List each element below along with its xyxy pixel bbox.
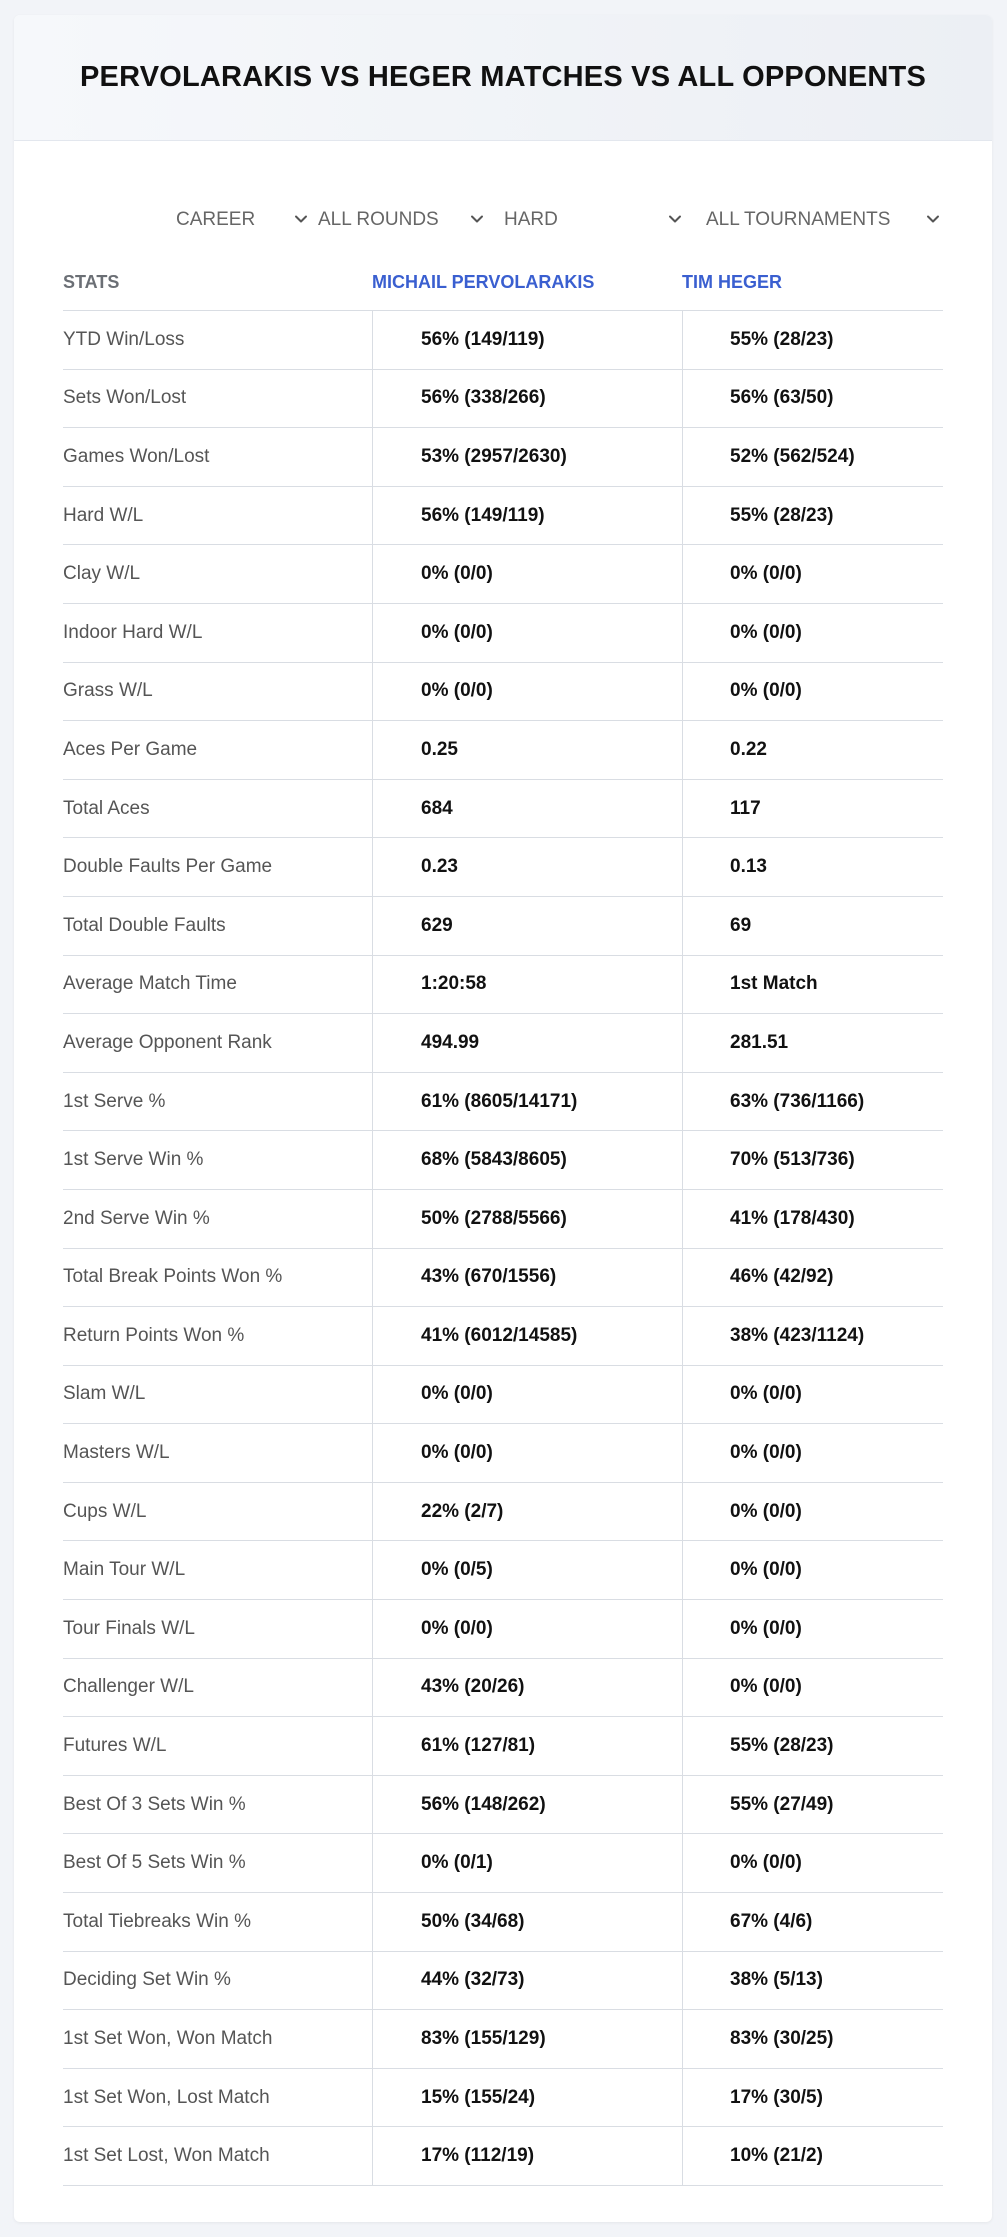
player1-value: 22% (2/7) bbox=[372, 1483, 682, 1541]
player2-value: 117 bbox=[682, 780, 943, 838]
stat-label: Total Tiebreaks Win % bbox=[63, 1910, 251, 1932]
player2-value: 67% (4/6) bbox=[682, 1893, 943, 1951]
table-row bbox=[63, 1541, 943, 1600]
stat-label: 1st Set Won, Won Match bbox=[63, 2028, 273, 2050]
table-row bbox=[63, 1600, 943, 1659]
player2-value: 17% (30/5) bbox=[682, 2069, 943, 2127]
table-row bbox=[63, 1776, 943, 1835]
table-row bbox=[63, 1073, 943, 1132]
stat-label: Cups W/L bbox=[63, 1500, 147, 1522]
chevron-down-icon bbox=[292, 210, 310, 228]
player1-value: 68% (5843/8605) bbox=[372, 1131, 682, 1189]
table-row bbox=[63, 663, 943, 722]
surface-select-value: HARD bbox=[504, 209, 558, 230]
player1-value: 494.99 bbox=[372, 1014, 682, 1072]
player1-value: 56% (149/119) bbox=[372, 487, 682, 545]
player2-value: 0% (0/0) bbox=[682, 1600, 943, 1658]
player2-value: 56% (63/50) bbox=[682, 370, 943, 428]
round-select[interactable] bbox=[318, 195, 498, 245]
player2-value: 55% (27/49) bbox=[682, 1776, 943, 1834]
stat-label: Games Won/Lost bbox=[63, 445, 210, 467]
table-row bbox=[63, 1659, 943, 1718]
player2-value: 70% (513/736) bbox=[682, 1131, 943, 1189]
table-row bbox=[63, 897, 943, 956]
player2-value: 0% (0/0) bbox=[682, 1659, 943, 1717]
chevron-down-icon bbox=[924, 210, 942, 228]
player2-value: 41% (178/430) bbox=[682, 1190, 943, 1248]
player1-value: 41% (6012/14585) bbox=[372, 1307, 682, 1365]
table-row bbox=[63, 2069, 943, 2128]
stat-label: Best Of 3 Sets Win % bbox=[63, 1793, 246, 1815]
period-select-value: CAREER bbox=[176, 209, 256, 230]
player1-value: 17% (112/19) bbox=[372, 2127, 682, 2185]
player2-value: 0% (0/0) bbox=[682, 663, 943, 721]
stat-label: Average Opponent Rank bbox=[63, 1031, 272, 1053]
stat-label: Tour Finals W/L bbox=[63, 1617, 195, 1639]
player2-value: 0% (0/0) bbox=[682, 545, 943, 603]
stat-label: 1st Set Won, Lost Match bbox=[63, 2086, 270, 2108]
table-row bbox=[63, 956, 943, 1015]
table-row bbox=[63, 370, 943, 429]
player1-value: 0% (0/0) bbox=[372, 663, 682, 721]
player2-value: 0% (0/0) bbox=[682, 1366, 943, 1424]
stats-column-header: STATS bbox=[63, 271, 120, 292]
player1-value: 43% (20/26) bbox=[372, 1659, 682, 1717]
player2-value: 0.13 bbox=[682, 838, 943, 896]
stat-label: Indoor Hard W/L bbox=[63, 621, 203, 643]
player1-value: 0% (0/0) bbox=[372, 1366, 682, 1424]
player1-value: 56% (148/262) bbox=[372, 1776, 682, 1834]
player1-value: 56% (338/266) bbox=[372, 370, 682, 428]
player2-value: 55% (28/23) bbox=[682, 1717, 943, 1775]
chevron-down-icon bbox=[468, 210, 486, 228]
player2-value: 0% (0/0) bbox=[682, 1541, 943, 1599]
player1-value: 629 bbox=[372, 897, 682, 955]
table-row bbox=[63, 1307, 943, 1366]
player1-value: 0% (0/1) bbox=[372, 1834, 682, 1892]
table-row bbox=[63, 838, 943, 897]
player2-value: 55% (28/23) bbox=[682, 487, 943, 545]
round-select-value: ALL ROUNDS bbox=[318, 209, 439, 230]
player1-value: 0% (0/0) bbox=[372, 545, 682, 603]
player1-column-header[interactable]: MICHAIL PERVOLARAKIS bbox=[372, 271, 595, 292]
surface-select[interactable] bbox=[504, 195, 694, 245]
card-header bbox=[14, 15, 992, 141]
player2-value: 1st Match bbox=[682, 956, 943, 1014]
player2-value: 55% (28/23) bbox=[682, 311, 943, 369]
player2-value: 10% (21/2) bbox=[682, 2127, 943, 2185]
player1-value: 0% (0/0) bbox=[372, 1424, 682, 1482]
player1-value: 684 bbox=[372, 780, 682, 838]
stat-label: Double Faults Per Game bbox=[63, 856, 273, 878]
stat-label: Slam W/L bbox=[63, 1383, 146, 1405]
stat-label: 1st Set Lost, Won Match bbox=[63, 2145, 270, 2167]
stat-label: Clay W/L bbox=[63, 563, 141, 585]
player1-value: 50% (34/68) bbox=[372, 1893, 682, 1951]
player1-value: 1:20:58 bbox=[372, 956, 682, 1014]
player2-value: 63% (736/1166) bbox=[682, 1073, 943, 1131]
player1-value: 0% (0/5) bbox=[372, 1541, 682, 1599]
filter-bar bbox=[14, 195, 992, 245]
table-row bbox=[63, 311, 943, 370]
stat-label: Hard W/L bbox=[63, 504, 144, 526]
stat-label: Main Tour W/L bbox=[63, 1559, 186, 1581]
chevron-down-icon bbox=[666, 210, 684, 228]
table-row bbox=[63, 1424, 943, 1483]
table-row bbox=[63, 1190, 943, 1249]
table-row bbox=[63, 1834, 943, 1893]
player2-column-header[interactable]: TIM HEGER bbox=[682, 271, 783, 292]
player1-value: 0.23 bbox=[372, 838, 682, 896]
table-row bbox=[63, 1014, 943, 1073]
table-row bbox=[63, 1131, 943, 1190]
player1-value: 0% (0/0) bbox=[372, 1600, 682, 1658]
player1-value: 61% (127/81) bbox=[372, 1717, 682, 1775]
table-row bbox=[63, 1952, 943, 2011]
stat-label: 1st Serve % bbox=[63, 1090, 166, 1112]
player2-value: 69 bbox=[682, 897, 943, 955]
stat-label: Sets Won/Lost bbox=[63, 387, 187, 409]
stat-label: 2nd Serve Win % bbox=[63, 1207, 210, 1229]
player2-value: 281.51 bbox=[682, 1014, 943, 1072]
player1-value: 56% (149/119) bbox=[372, 311, 682, 369]
table-row bbox=[63, 721, 943, 780]
stat-label: Futures W/L bbox=[63, 1735, 167, 1757]
stat-label: Return Points Won % bbox=[63, 1324, 245, 1346]
table-row bbox=[63, 1717, 943, 1776]
player2-value: 0% (0/0) bbox=[682, 1834, 943, 1892]
stat-label: YTD Win/Loss bbox=[63, 328, 185, 350]
stats-table bbox=[63, 253, 943, 2186]
stat-label: Deciding Set Win % bbox=[63, 1969, 231, 1991]
player1-value: 50% (2788/5566) bbox=[372, 1190, 682, 1248]
player2-value: 52% (562/524) bbox=[682, 428, 943, 486]
table-row bbox=[63, 1893, 943, 1952]
player1-value: 0% (0/0) bbox=[372, 604, 682, 662]
table-row bbox=[63, 1249, 943, 1308]
player2-value: 0.22 bbox=[682, 721, 943, 779]
player2-value: 83% (30/25) bbox=[682, 2010, 943, 2068]
stat-label: Best Of 5 Sets Win % bbox=[63, 1852, 246, 1874]
player1-value: 61% (8605/14171) bbox=[372, 1073, 682, 1131]
player1-value: 15% (155/24) bbox=[372, 2069, 682, 2127]
stats-card bbox=[14, 15, 992, 2222]
table-row bbox=[63, 428, 943, 487]
player2-value: 0% (0/0) bbox=[682, 604, 943, 662]
player2-value: 46% (42/92) bbox=[682, 1249, 943, 1307]
page-title: PERVOLARAKIS VS HEGER MATCHES VS ALL OPPONENTS bbox=[79, 61, 927, 93]
table-row bbox=[63, 2010, 943, 2069]
stat-label: Average Match Time bbox=[63, 973, 237, 995]
stat-label: Aces Per Game bbox=[63, 738, 198, 760]
player2-value: 0% (0/0) bbox=[682, 1483, 943, 1541]
stat-label: Challenger W/L bbox=[63, 1676, 194, 1698]
table-row bbox=[63, 1366, 943, 1425]
table-row bbox=[63, 780, 943, 839]
player1-value: 0.25 bbox=[372, 721, 682, 779]
table-body bbox=[63, 311, 943, 2186]
player2-value: 38% (423/1124) bbox=[682, 1307, 943, 1365]
table-row bbox=[63, 545, 943, 604]
stat-label: Masters W/L bbox=[63, 1442, 170, 1464]
stat-label: 1st Serve Win % bbox=[63, 1149, 204, 1171]
tournament-select[interactable] bbox=[706, 195, 956, 245]
stat-label: Total Double Faults bbox=[63, 914, 226, 936]
tournament-select-value: ALL TOURNAMENTS bbox=[706, 209, 891, 230]
table-row bbox=[63, 604, 943, 663]
table-row bbox=[63, 2127, 943, 2186]
stat-label: Total Break Points Won % bbox=[63, 1266, 283, 1288]
table-row bbox=[63, 1483, 943, 1542]
table-header bbox=[63, 253, 943, 311]
table-row bbox=[63, 487, 943, 546]
player1-value: 83% (155/129) bbox=[372, 2010, 682, 2068]
period-select[interactable] bbox=[176, 195, 316, 245]
player1-value: 53% (2957/2630) bbox=[372, 428, 682, 486]
player2-value: 0% (0/0) bbox=[682, 1424, 943, 1482]
stat-label: Total Aces bbox=[63, 797, 150, 819]
player1-value: 43% (670/1556) bbox=[372, 1249, 682, 1307]
player1-value: 44% (32/73) bbox=[372, 1952, 682, 2010]
player2-value: 38% (5/13) bbox=[682, 1952, 943, 2010]
stat-label: Grass W/L bbox=[63, 680, 153, 702]
